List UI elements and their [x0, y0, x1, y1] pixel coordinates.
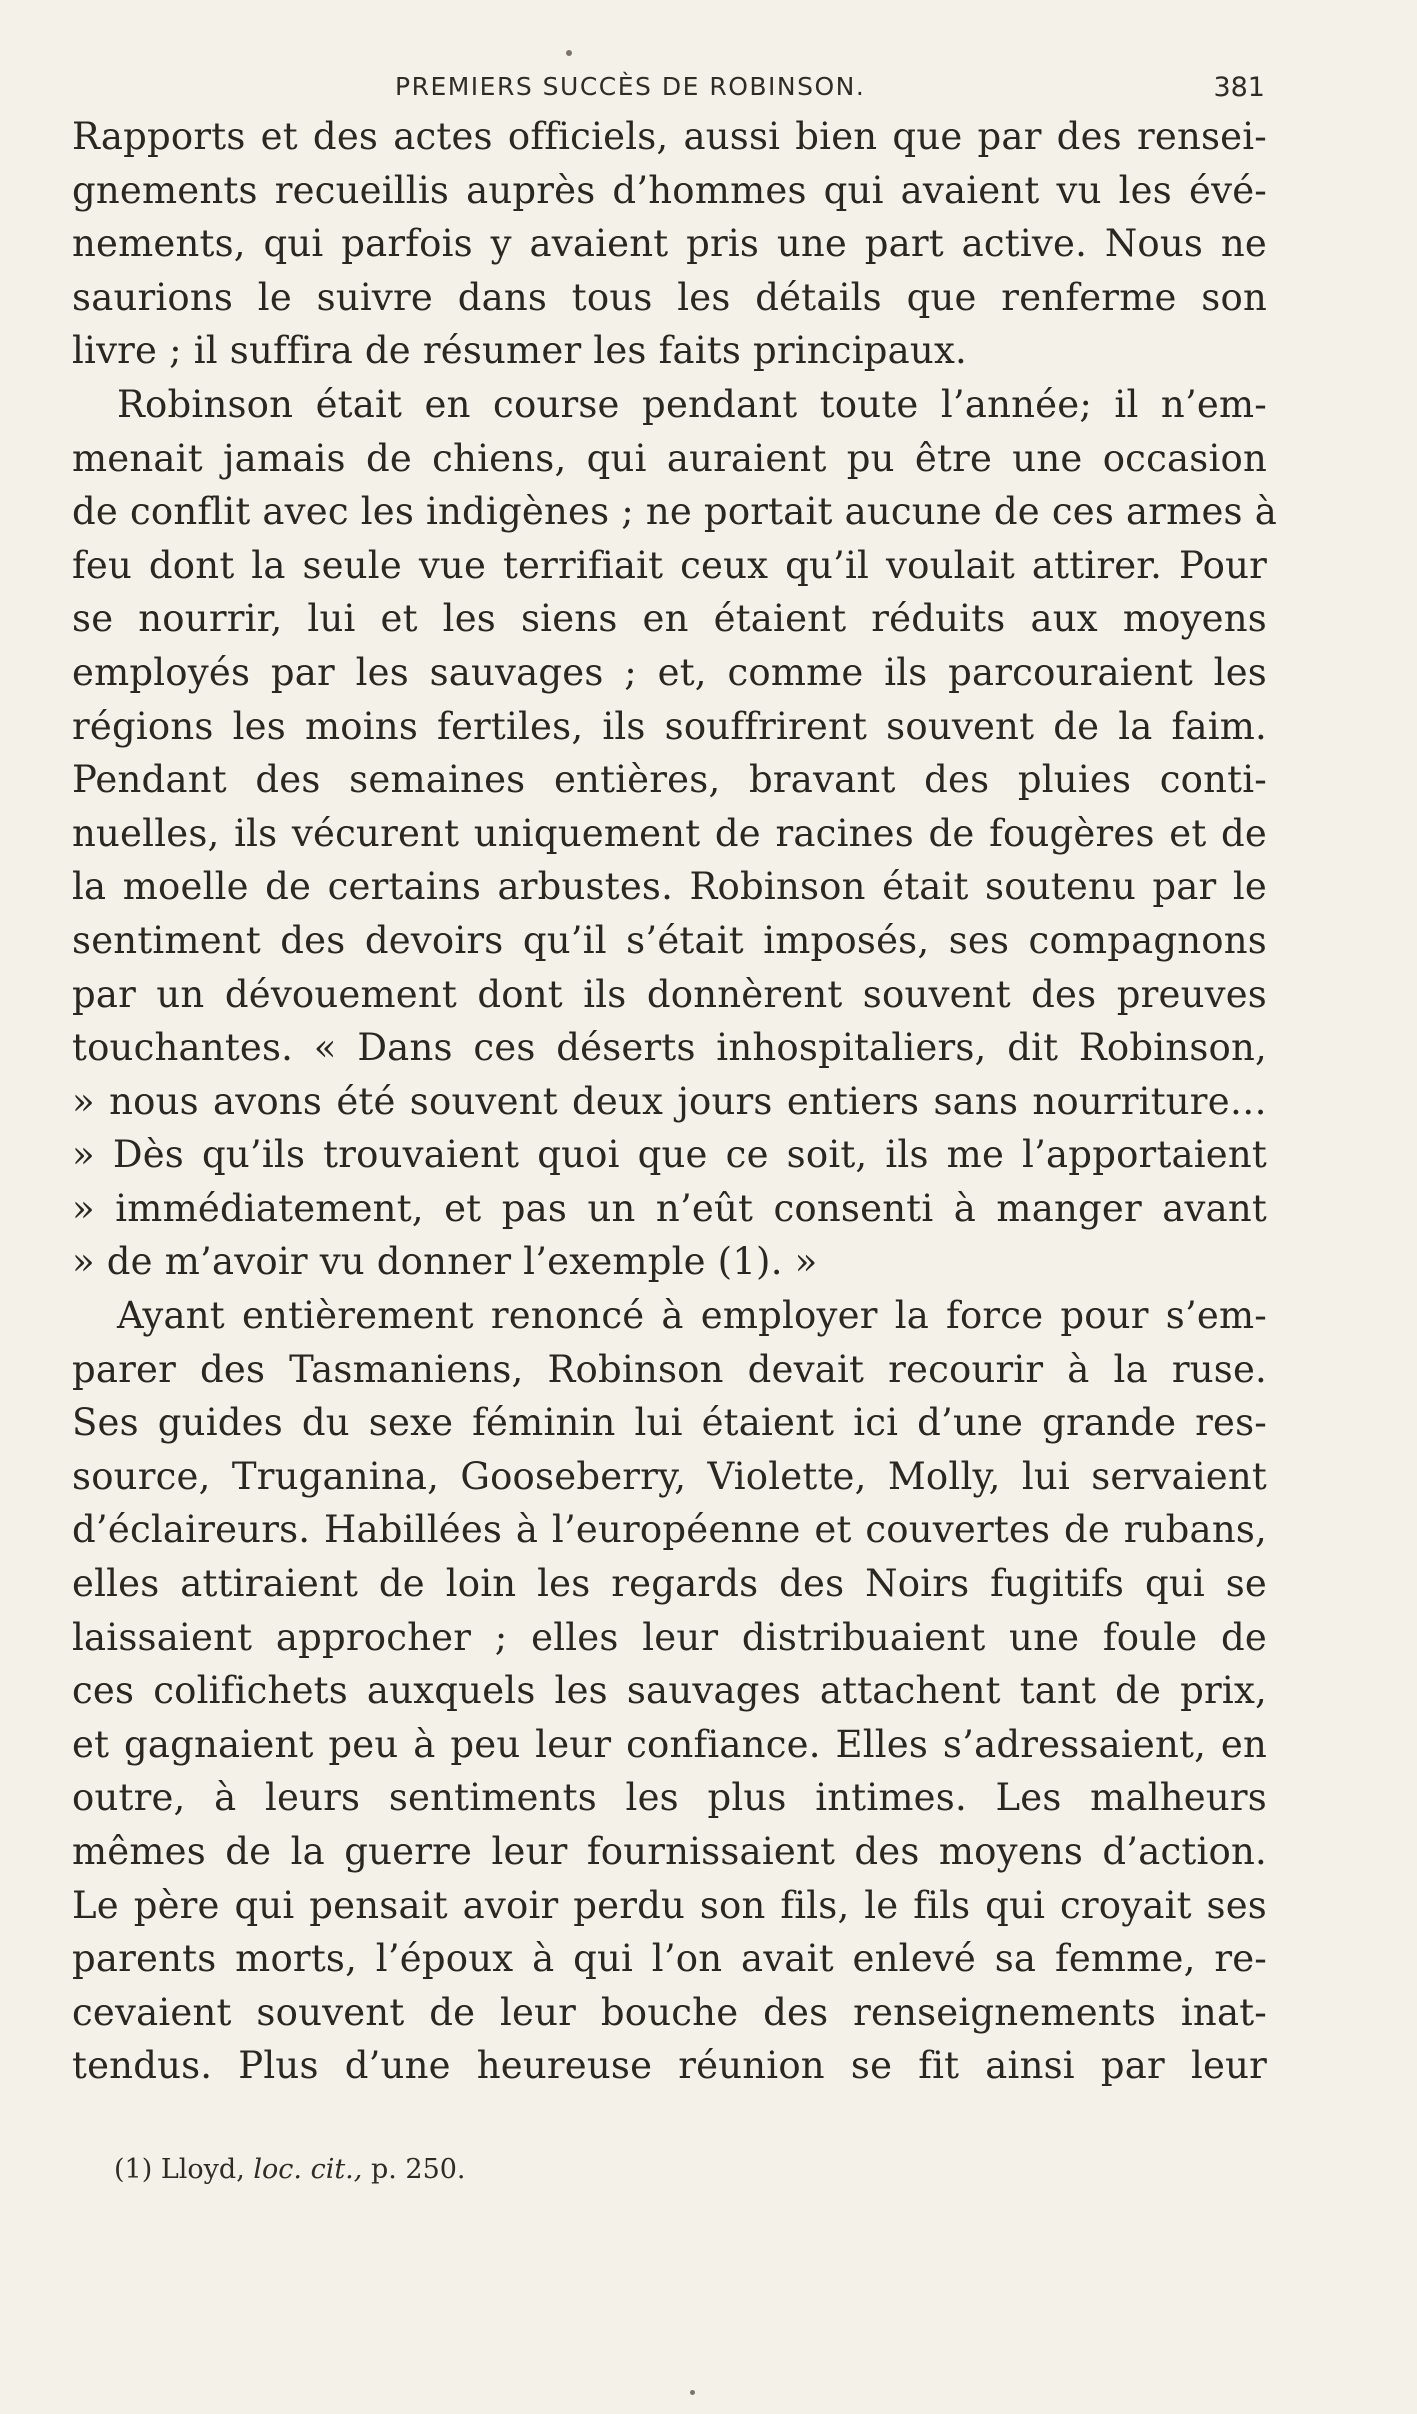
- text-line: employés par les sauvages ; et, comme ils parcouraient les: [72, 650, 1267, 694]
- text-line: feu dont la seule vue terrifiait ceux qu’il voulait attirer. Pour: [72, 543, 1267, 587]
- text-line: Ayant entièrement renoncé à employer la force pour s’em-: [117, 1294, 1267, 1338]
- text-line: Pendant des semaines entières, bravant des pluies conti-: [72, 758, 1267, 802]
- text-line: » Dès qu’ils trouvaient quoi que ce soit, ils me l’apportaient: [72, 1133, 1267, 1177]
- text-line: tendus. Plus d’une heureuse réunion se fit ainsi par leur: [72, 2044, 1267, 2088]
- text-line: source, Truganina, Gooseberry, Violette, Molly, lui servaient: [72, 1454, 1267, 1498]
- footnote-page: p. 250.: [370, 2154, 466, 2185]
- text-line: Rapports et des actes officiels, aussi bien que par des rensei-: [72, 115, 1267, 158]
- text-line: nements, qui parfois y avaient pris une part active. Nous ne: [72, 222, 1267, 266]
- text-line: touchantes. « Dans ces déserts inhospitaliers, dit Robinson,: [72, 1026, 1267, 1070]
- text-line: saurions le suivre dans tous les détails que renferme son: [72, 275, 1267, 319]
- text-line: se nourrir, lui et les siens en étaient réduits aux moyens: [72, 597, 1267, 641]
- bottom-speck: [690, 2390, 695, 2395]
- page-number: 381: [1213, 72, 1265, 103]
- text-line: Ses guides du sexe féminin lui étaient ici d’une grande res-: [72, 1401, 1267, 1445]
- text-line: mêmes de la guerre leur fournissaient des moyens d’action.: [72, 1830, 1267, 1873]
- footnote: [114, 2154, 466, 2185]
- text-line: gnements recueillis auprès d’hommes qui avaient vu les évé-: [72, 168, 1267, 212]
- top-speck: [566, 50, 572, 56]
- text-line: livre ; il suffira de résumer les faits principaux.: [72, 329, 967, 373]
- text-line: » nous avons été souvent deux jours entiers sans nourriture…: [72, 1079, 1267, 1123]
- text-line: laissaient approcher ; elles leur distribuaient une foule de: [72, 1615, 1267, 1659]
- footnote-marker: (1): [114, 2154, 153, 2185]
- footnote-author: Lloyd,: [160, 2154, 245, 2185]
- text-line: outre, à leurs sentiments les plus intimes. Les malheurs: [72, 1776, 1267, 1820]
- text-line: d’éclaireurs. Habillées à l’européenne et couvertes de rubans,: [72, 1508, 1267, 1552]
- running-title: PREMIERS SUCCÈS DE ROBINSON.: [395, 72, 866, 101]
- body-text: [72, 110, 1277, 2093]
- text-line: Le père qui pensait avoir perdu son fils, le fils qui croyait ses: [72, 1883, 1267, 1927]
- text-line: ces colifichets auxquels les sauvages attachent tant de prix,: [72, 1669, 1267, 1713]
- running-head: [395, 72, 1265, 112]
- text-line: parer des Tasmaniens, Robinson devait recourir à la ruse.: [72, 1347, 1267, 1391]
- text-line: sentiment des devoirs qu’il s’était imposés, ses compagnons: [72, 918, 1267, 962]
- text-line: par un dévouement dont ils donnèrent souvent des preuves: [72, 972, 1267, 1016]
- text-line: régions les moins fertiles, ils souffrirent souvent de la faim.: [72, 704, 1267, 748]
- text-line: de conflit avec les indigènes ; ne portait aucune de ces armes à: [72, 490, 1277, 534]
- text-line: la moelle de certains arbustes. Robinson était soutenu par le: [72, 865, 1267, 909]
- text-line: Robinson était en course pendant toute l’année; il n’em-: [117, 382, 1267, 426]
- text-line: et gagnaient peu à peu leur confiance. Elles s’adressaient, en: [72, 1722, 1267, 1766]
- footnote-citation: loc. cit.,: [253, 2154, 363, 2185]
- text-line: parents morts, l’époux à qui l’on avait enlevé sa femme, re-: [72, 1937, 1267, 1981]
- text-line: nuelles, ils vécurent uniquement de racines de fougères et de: [72, 811, 1267, 855]
- text-line: » immédiatement, et pas un n’eût consenti à manger avant: [72, 1186, 1267, 1230]
- text-line: menait jamais de chiens, qui auraient pu être une occasion: [72, 436, 1267, 480]
- text-line: cevaient souvent de leur bouche des renseignements inat-: [72, 1990, 1267, 2034]
- text-line: » de m’avoir vu donner l’exemple (1). »: [72, 1240, 818, 1284]
- text-line: elles attiraient de loin les regards des Noirs fugitifs qui se: [72, 1562, 1267, 1606]
